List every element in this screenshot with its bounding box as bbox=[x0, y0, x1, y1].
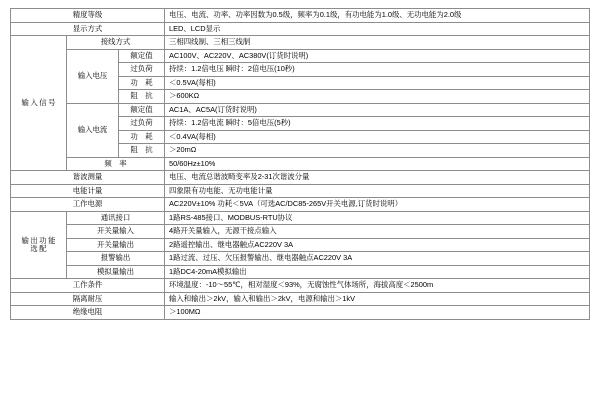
row-label-display: 显示方式 bbox=[11, 22, 165, 36]
row-label-accuracy: 精度等级 bbox=[11, 9, 165, 23]
row-value-voltage-overload: 持续：1.2倍电压 瞬时：2倍电压(10秒) bbox=[165, 63, 590, 77]
row-value-work-condition: 环境温度：-10～55℃，相对湿度＜93%，无腐蚀性气体场所，海拔高度＜2500m bbox=[165, 279, 590, 293]
row-value-power-supply: AC220V±10% 功耗＜5VA（可选AC/DC85-265V开关电源,订货时说明） bbox=[165, 198, 590, 212]
row-label-voltage-rated: 额定值 bbox=[119, 49, 165, 63]
row-value-do: 2路遥控输出、继电器触点AC220V 3A bbox=[165, 238, 590, 252]
row-label-energy: 电能计量 bbox=[11, 184, 165, 198]
row-value-voltage-rated: AC100V、AC220V、AC380V(订货时说明) bbox=[165, 49, 590, 63]
group-label-output-options bbox=[11, 211, 67, 279]
row-value-analog-output: 1路DC4-20mA模拟输出 bbox=[165, 265, 590, 279]
row-value-harmonic: 电压、电流总谐波畸变率及2-31次谐波分量 bbox=[165, 171, 590, 185]
row-value-voltage-consumption: ＜0.5VA(每相) bbox=[165, 76, 590, 90]
table-row bbox=[11, 238, 590, 252]
row-label-wiring: 接线方式 bbox=[67, 36, 165, 50]
row-value-display: LED、LCD显示 bbox=[165, 22, 590, 36]
table-row bbox=[11, 198, 590, 212]
row-label-alarm-output: 报警输出 bbox=[67, 252, 165, 266]
row-value-wiring: 三相四线制、三相三线制 bbox=[165, 36, 590, 50]
row-label-current-rated: 额定值 bbox=[119, 103, 165, 117]
row-value-current-overload: 持续：1.2倍电流 瞬时：5倍电压(5秒) bbox=[165, 117, 590, 131]
table-row bbox=[11, 9, 590, 23]
row-label-voltage-impedance: 阻 抗 bbox=[119, 90, 165, 104]
row-label-analog-output: 模拟量输出 bbox=[67, 265, 165, 279]
row-label-do: 开关量输出 bbox=[67, 238, 165, 252]
row-value-voltage-impedance: ＞600KΩ bbox=[165, 90, 590, 104]
table-row bbox=[11, 225, 590, 239]
row-label-power-supply: 工作电源 bbox=[11, 198, 165, 212]
row-value-current-impedance: ＞20mΩ bbox=[165, 144, 590, 158]
row-label-withstand: 隔离耐压 bbox=[11, 292, 165, 306]
row-value-insulation: ＞100MΩ bbox=[165, 306, 590, 320]
specification-table bbox=[10, 8, 590, 320]
table-row bbox=[11, 211, 590, 225]
row-value-comm-interface: 1路RS-485接口、MODBUS-RTU协议 bbox=[165, 211, 590, 225]
table-row bbox=[11, 292, 590, 306]
row-label-current-overload: 过负荷 bbox=[119, 117, 165, 131]
table-row bbox=[11, 22, 590, 36]
row-value-accuracy: 电压、电流、功率、功率因数为0.5级，频率为0.1级，有功电能为1.0级、无功电能为2.0级 bbox=[165, 9, 590, 23]
table-row bbox=[11, 265, 590, 279]
table-row bbox=[11, 252, 590, 266]
row-value-current-rated: AC1A、AC5A(订货时说明) bbox=[165, 103, 590, 117]
row-label-voltage-consumption: 功 耗 bbox=[119, 76, 165, 90]
table-row bbox=[11, 103, 590, 117]
group-label-output-options-line2: 选配 bbox=[30, 244, 49, 254]
row-value-di: 4路开关量输入，无源干接点输入 bbox=[165, 225, 590, 239]
row-value-frequency: 50/60Hz±10% bbox=[165, 157, 590, 171]
row-value-alarm-output: 1路过流、过压、欠压报警输出、继电器触点AC220V 3A bbox=[165, 252, 590, 266]
table-row bbox=[11, 306, 590, 320]
row-label-current-consumption: 功 耗 bbox=[119, 130, 165, 144]
table-row bbox=[11, 36, 590, 50]
table-row bbox=[11, 171, 590, 185]
row-label-harmonic: 谐波测量 bbox=[11, 171, 165, 185]
table-row bbox=[11, 184, 590, 198]
table-row bbox=[11, 49, 590, 63]
row-value-withstand: 输入和输出＞2kV，输入和输出＞2kV，电源和输出＞1kV bbox=[165, 292, 590, 306]
group-label-input-signal: 输入信号 bbox=[11, 36, 67, 171]
row-value-energy: 四象限有功电能、无功电能计量 bbox=[165, 184, 590, 198]
group-label-input-current: 输入电流 bbox=[67, 103, 119, 157]
row-label-current-impedance: 阻 抗 bbox=[119, 144, 165, 158]
table-row bbox=[11, 279, 590, 293]
row-label-work-condition: 工作条件 bbox=[11, 279, 165, 293]
row-label-di: 开关量输入 bbox=[67, 225, 165, 239]
row-label-comm-interface: 通讯接口 bbox=[67, 211, 165, 225]
table-row bbox=[11, 157, 590, 171]
group-label-output-options-line1: 输出功能 bbox=[21, 235, 58, 245]
row-label-voltage-overload: 过负荷 bbox=[119, 63, 165, 77]
row-label-insulation: 绝缘电阻 bbox=[11, 306, 165, 320]
row-value-current-consumption: ＜0.4VA(每相) bbox=[165, 130, 590, 144]
group-label-input-voltage: 输入电压 bbox=[67, 49, 119, 103]
row-label-frequency: 频 率 bbox=[67, 157, 165, 171]
